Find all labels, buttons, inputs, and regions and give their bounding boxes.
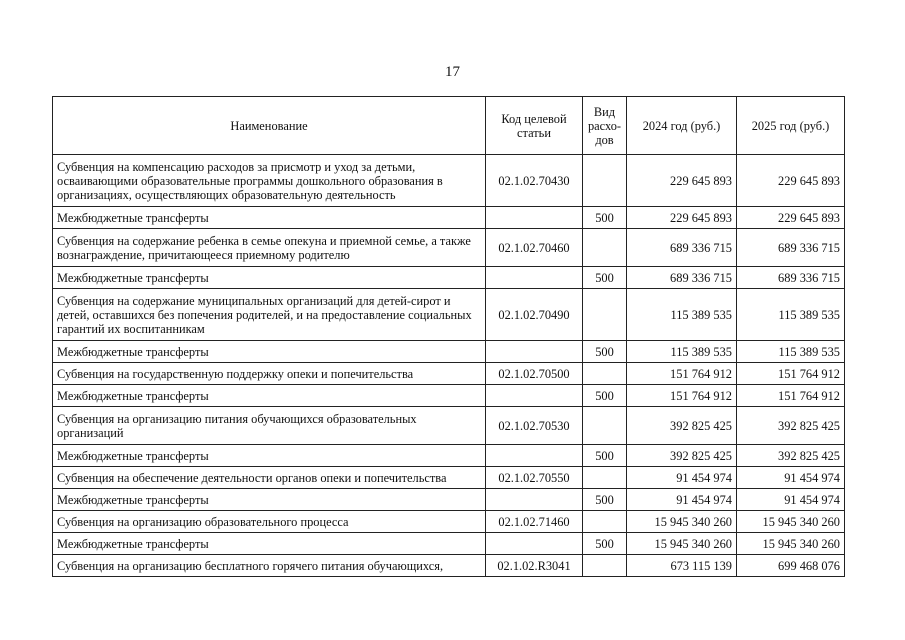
cell-y2024: 115 389 535 bbox=[627, 341, 737, 363]
cell-name: Межбюджетные трансферты bbox=[53, 207, 486, 229]
cell-y2024: 229 645 893 bbox=[627, 155, 737, 207]
cell-y2025: 392 825 425 bbox=[737, 445, 845, 467]
table-header-row bbox=[53, 97, 845, 155]
cell-code bbox=[486, 445, 583, 467]
cell-kind bbox=[583, 363, 627, 385]
table-row bbox=[53, 267, 845, 289]
cell-kind bbox=[583, 229, 627, 267]
table-row bbox=[53, 385, 845, 407]
cell-code: 02.1.02.R3041 bbox=[486, 555, 583, 577]
cell-code: 02.1.02.70430 bbox=[486, 155, 583, 207]
page-number: 17 bbox=[445, 64, 460, 80]
cell-y2024: 91 454 974 bbox=[627, 489, 737, 511]
cell-kind bbox=[583, 511, 627, 533]
budget-table bbox=[52, 96, 845, 577]
header-code: Код целевой статьи bbox=[486, 97, 583, 155]
cell-name: Субвенция на обеспечение деятельности органов опеки и попечительства bbox=[53, 467, 486, 489]
cell-kind: 500 bbox=[583, 341, 627, 363]
cell-name: Субвенция на организацию питания обучающихся образовательных организаций bbox=[53, 407, 486, 445]
cell-kind bbox=[583, 467, 627, 489]
cell-code bbox=[486, 533, 583, 555]
cell-name: Межбюджетные трансферты bbox=[53, 341, 486, 363]
table-row bbox=[53, 511, 845, 533]
cell-y2025: 15 945 340 260 bbox=[737, 533, 845, 555]
cell-code bbox=[486, 489, 583, 511]
cell-y2024: 673 115 139 bbox=[627, 555, 737, 577]
cell-kind bbox=[583, 407, 627, 445]
header-2024: 2024 год (руб.) bbox=[627, 97, 737, 155]
cell-code bbox=[486, 207, 583, 229]
cell-y2025: 115 389 535 bbox=[737, 289, 845, 341]
cell-y2024: 689 336 715 bbox=[627, 267, 737, 289]
cell-name: Субвенция на организацию образовательного процесса bbox=[53, 511, 486, 533]
header-2025: 2025 год (руб.) bbox=[737, 97, 845, 155]
table-row bbox=[53, 341, 845, 363]
table-row bbox=[53, 229, 845, 267]
cell-y2025: 229 645 893 bbox=[737, 155, 845, 207]
cell-name: Межбюджетные трансферты bbox=[53, 489, 486, 511]
cell-kind: 500 bbox=[583, 267, 627, 289]
cell-y2024: 115 389 535 bbox=[627, 289, 737, 341]
cell-code: 02.1.02.70490 bbox=[486, 289, 583, 341]
cell-name: Межбюджетные трансферты bbox=[53, 267, 486, 289]
cell-code: 02.1.02.70500 bbox=[486, 363, 583, 385]
table-row bbox=[53, 155, 845, 207]
cell-code: 02.1.02.71460 bbox=[486, 511, 583, 533]
table-row bbox=[53, 363, 845, 385]
cell-y2024: 689 336 715 bbox=[627, 229, 737, 267]
cell-y2025: 15 945 340 260 bbox=[737, 511, 845, 533]
cell-kind: 500 bbox=[583, 533, 627, 555]
cell-name: Субвенция на компенсацию расходов за присмотр и уход за детьми, осваивающими образовательные программы дошкольного образования в организациях, осуществляющих образовательную деятельность bbox=[53, 155, 486, 207]
table-row bbox=[53, 445, 845, 467]
cell-code bbox=[486, 385, 583, 407]
table-row bbox=[53, 467, 845, 489]
cell-y2025: 91 454 974 bbox=[737, 467, 845, 489]
cell-y2024: 392 825 425 bbox=[627, 445, 737, 467]
cell-kind bbox=[583, 155, 627, 207]
cell-code bbox=[486, 267, 583, 289]
cell-y2025: 151 764 912 bbox=[737, 385, 845, 407]
cell-kind: 500 bbox=[583, 445, 627, 467]
cell-y2024: 151 764 912 bbox=[627, 385, 737, 407]
header-name: Наименование bbox=[53, 97, 486, 155]
cell-name: Межбюджетные трансферты bbox=[53, 533, 486, 555]
cell-y2025: 91 454 974 bbox=[737, 489, 845, 511]
cell-name: Субвенция на организацию бесплатного горячего питания обучающихся, bbox=[53, 555, 486, 577]
cell-y2025: 151 764 912 bbox=[737, 363, 845, 385]
table-row bbox=[53, 207, 845, 229]
cell-y2025: 699 468 076 bbox=[737, 555, 845, 577]
cell-code: 02.1.02.70550 bbox=[486, 467, 583, 489]
table-row bbox=[53, 555, 845, 577]
cell-y2024: 151 764 912 bbox=[627, 363, 737, 385]
table-row bbox=[53, 407, 845, 445]
cell-kind: 500 bbox=[583, 385, 627, 407]
cell-name: Субвенция на государственную поддержку опеки и попечительства bbox=[53, 363, 486, 385]
cell-name: Межбюджетные трансферты bbox=[53, 385, 486, 407]
cell-kind bbox=[583, 555, 627, 577]
cell-kind bbox=[583, 289, 627, 341]
table-row bbox=[53, 289, 845, 341]
cell-code bbox=[486, 341, 583, 363]
cell-kind: 500 bbox=[583, 489, 627, 511]
cell-name: Межбюджетные трансферты bbox=[53, 445, 486, 467]
cell-y2025: 392 825 425 bbox=[737, 407, 845, 445]
cell-kind: 500 bbox=[583, 207, 627, 229]
cell-y2024: 15 945 340 260 bbox=[627, 533, 737, 555]
cell-y2024: 91 454 974 bbox=[627, 467, 737, 489]
cell-y2024: 392 825 425 bbox=[627, 407, 737, 445]
cell-name: Субвенция на содержание ребенка в семье опекуна и приемной семье, а также вознаграждение, причитающееся приемному родителю bbox=[53, 229, 486, 267]
table-row bbox=[53, 489, 845, 511]
cell-code: 02.1.02.70530 bbox=[486, 407, 583, 445]
cell-y2025: 689 336 715 bbox=[737, 267, 845, 289]
cell-code: 02.1.02.70460 bbox=[486, 229, 583, 267]
cell-y2025: 229 645 893 bbox=[737, 207, 845, 229]
cell-y2025: 689 336 715 bbox=[737, 229, 845, 267]
cell-name: Субвенция на содержание муниципальных организаций для детей-сирот и детей, оставшихся без попечения родителей, и на предоставление социальных гарантий их воспитанникам bbox=[53, 289, 486, 341]
cell-y2025: 115 389 535 bbox=[737, 341, 845, 363]
header-kind: Вид расхо-дов bbox=[583, 97, 627, 155]
table-row bbox=[53, 533, 845, 555]
cell-y2024: 229 645 893 bbox=[627, 207, 737, 229]
table-body bbox=[53, 155, 845, 577]
cell-y2024: 15 945 340 260 bbox=[627, 511, 737, 533]
